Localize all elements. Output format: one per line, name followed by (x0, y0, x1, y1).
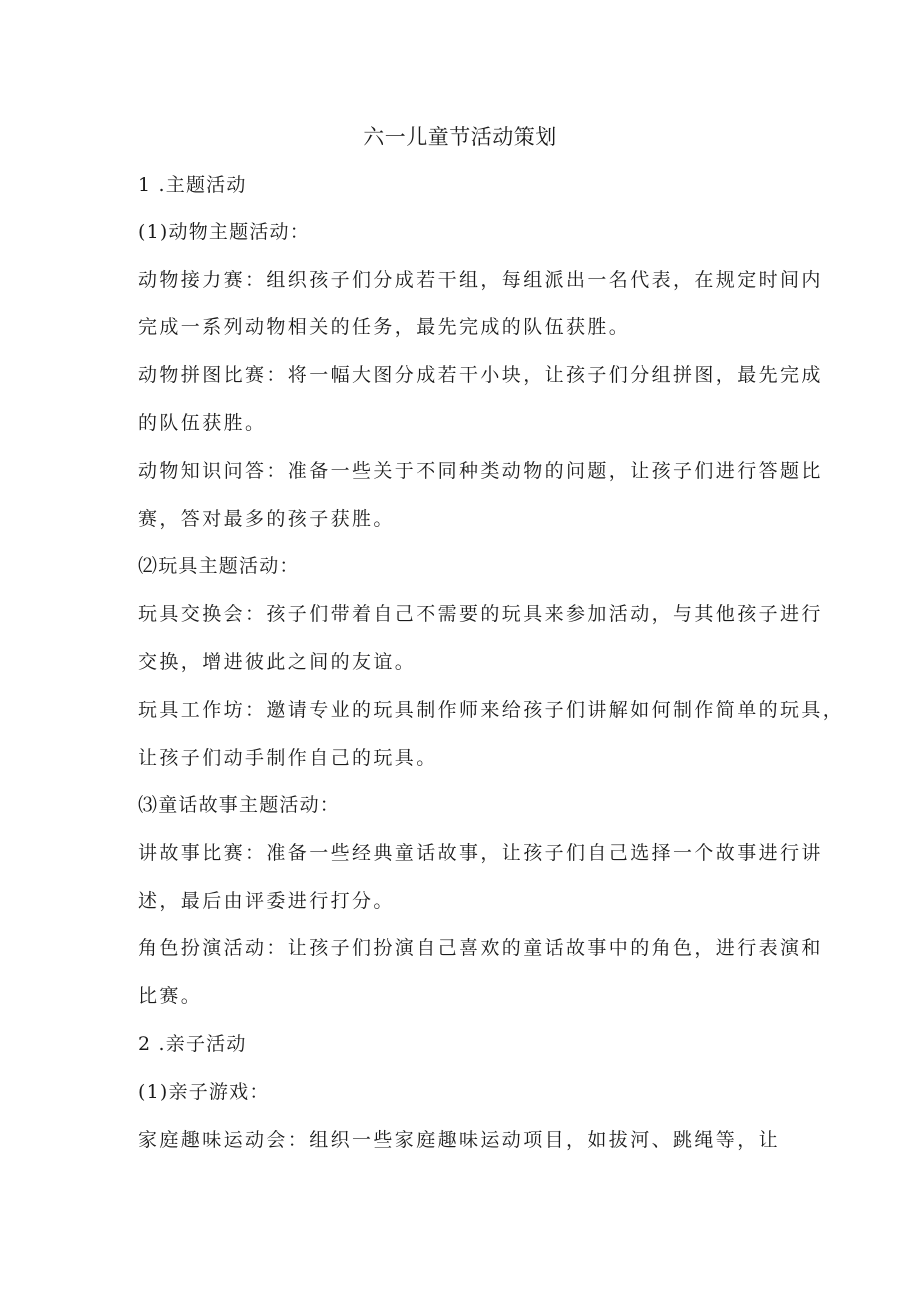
paragraph-line: 动物拼图比赛：将一幅大图分成若干小块，让孩子们分组拼图，最先完成 (138, 364, 823, 386)
subsection-heading: ⑶童话故事主题活动： (138, 794, 341, 816)
paragraph-line: 玩具工作坊：邀请专业的玩具制作师来给孩子们讲解如何制作简单的玩具， (138, 699, 845, 721)
paragraph-line: 家庭趣味运动会：组织一些家庭趣味运动项目，如拔河、跳绳等，让 (138, 1129, 781, 1151)
page-title: 六一儿童节活动策划 (363, 125, 557, 149)
paragraph-line: 的队伍获胜。 (138, 412, 267, 434)
subsection-heading: ⑵玩具主题活动： (138, 555, 300, 577)
section-heading-2: 2 .亲子活动 (138, 1033, 247, 1055)
paragraph-line: 述，最后由评委进行打分。 (138, 890, 395, 912)
paragraph-line: 玩具交换会：孩子们带着自己不需要的玩具来参加活动，与其他孩子进行 (138, 603, 823, 625)
paragraph-line: 动物接力赛：组织孩子们分成若干组，每组派出一名代表，在规定时间内 (138, 269, 823, 291)
paragraph-line: 赛，答对最多的孩子获胜。 (138, 508, 395, 530)
paragraph-line: 角色扮演活动：让孩子们扮演自己喜欢的童话故事中的角色，进行表演和 (138, 937, 823, 959)
paragraph-line: 完成一系列动物相关的任务，最先完成的队伍获胜。 (138, 316, 631, 338)
subsection-heading: (1)亲子游戏： (138, 1081, 270, 1103)
subsection-heading: (1)动物主题活动： (138, 221, 310, 243)
section-heading-1: 1 .主题活动 (138, 174, 247, 196)
paragraph-line: 让孩子们动手制作自己的玩具。 (138, 747, 438, 769)
paragraph-line: 比赛。 (138, 985, 203, 1007)
paragraph-line: 动物知识问答：准备一些关于不同种类动物的问题，让孩子们进行答题比 (138, 460, 823, 482)
paragraph-line: 讲故事比赛：准备一些经典童话故事，让孩子们自己选择一个故事进行讲 (138, 842, 823, 864)
paragraph-line: 交换，增进彼此之间的友谊。 (138, 651, 417, 673)
